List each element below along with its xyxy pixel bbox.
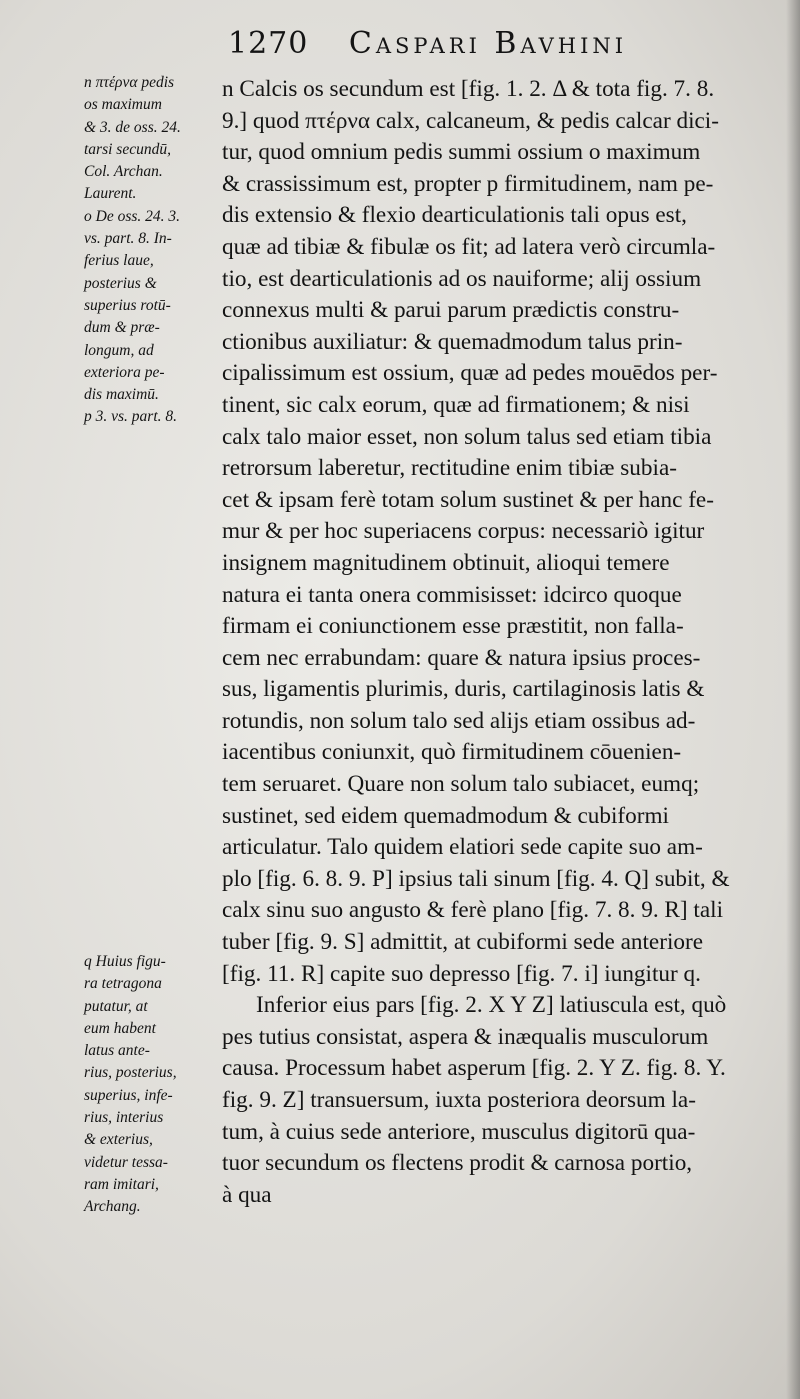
main-text-block bbox=[222, 74, 798, 1211]
marginal-note-line: tarsi secundū, bbox=[84, 140, 171, 158]
body-text-line: sus, ligamentis plurimis, duris, cartilaginosis latis & bbox=[222, 676, 705, 703]
body-text-line: tem seruaret. Quare non solum talo subiacet, eumq; bbox=[222, 771, 700, 798]
body-text-line: tuor secundum os flectens prodit & carnosa portio, bbox=[222, 1150, 693, 1177]
marginal-note-line: Laurent. bbox=[84, 185, 137, 203]
marginal-note-line: ram imitari, bbox=[84, 1175, 159, 1193]
page-number: 1270 bbox=[228, 26, 309, 61]
body-text-line: cem nec errabundam: quare & natura ipsius proces- bbox=[222, 644, 701, 671]
body-text-line: rotundis, non solum talo sed alijs etiam ossibus ad- bbox=[222, 707, 696, 734]
body-text-line: causa. Processum habet asperum [fig. 2. Y Z. fig. 8. Y. bbox=[222, 1055, 726, 1082]
body-text-line: 9.] quod πτέρνα calx, calcaneum, & pedis calcar dici- bbox=[222, 107, 719, 134]
body-text-line: retrorsum laberetur, rectitudine enim tibiæ subia- bbox=[222, 455, 677, 482]
body-text-line: sustinet, sed eidem quemadmodum & cubiformi bbox=[222, 802, 669, 829]
marginal-note-line: latus ante- bbox=[84, 1042, 150, 1060]
body-text-line: natura ei tanta onera commisisset: idcirco quoque bbox=[222, 581, 682, 608]
body-text-line: à qua bbox=[222, 1181, 272, 1208]
marginal-note-line: o De oss. 24. 3. bbox=[84, 207, 181, 225]
marginal-note-line: dis maximū. bbox=[84, 386, 159, 404]
marginal-note-line: q Huius figu- bbox=[84, 953, 166, 970]
body-text-line: tinent, sic calx eorum, quæ ad firmationem; & nisi bbox=[222, 391, 690, 418]
body-text-line: pes tutius consistat, aspera & inæqualis musculorum bbox=[222, 1023, 709, 1050]
marginal-note-line: rius, posterius, bbox=[84, 1064, 177, 1082]
body-text-line: tio, est dearticulationis ad os nauiforme; alij ossium bbox=[222, 265, 702, 292]
marginal-note-line: vs. part. 8. In- bbox=[84, 230, 172, 248]
body-text-line: connexus multi & parui parum prædictis constru- bbox=[222, 297, 680, 324]
marginal-note-line: superius, infe- bbox=[84, 1086, 173, 1104]
marginal-note-line: & exterius, bbox=[84, 1131, 153, 1149]
body-text-line: articulatur. Talo quidem elatiori sede capite suo am- bbox=[222, 834, 703, 861]
body-text-line: cipalissimum est ossium, quæ ad pedes mouēdos per- bbox=[222, 360, 718, 387]
marginal-note-line: dum & præ- bbox=[84, 319, 160, 337]
body-text-line: insignem magnitudinem obtinuit, alioqui temere bbox=[222, 549, 670, 576]
body-text-line: cet & ipsam ferè totam solum sustinet & per hanc fe- bbox=[222, 486, 714, 513]
body-text-line: Inferior eius pars [fig. 2. X Y Z] latiuscula est, quò bbox=[256, 992, 727, 1019]
marginal-note-line: ferius laue, bbox=[84, 252, 154, 270]
marginal-note-line: superius rotū- bbox=[84, 296, 171, 314]
marginal-note-line: eum habent bbox=[84, 1019, 156, 1037]
body-text-line: tuber [fig. 9. S] admittit, at cubiformi sede anteriore bbox=[222, 929, 703, 956]
marginal-notes-top bbox=[84, 72, 212, 429]
marginal-note-line: posterius & bbox=[84, 274, 157, 292]
body-text-line: tur, quod omnium pedis summi ossium o maximum bbox=[222, 139, 701, 166]
running-title: Caspari Bavhini bbox=[348, 26, 628, 61]
marginal-note-line: longum, ad bbox=[84, 341, 154, 359]
marginal-note-line: & 3. de oss. 24. bbox=[84, 118, 181, 136]
marginal-note-line: os maximum bbox=[84, 96, 162, 114]
body-text-line: calx talo maior esset, non solum talus sed etiam tibia bbox=[222, 423, 712, 450]
body-text-line: n Calcis os secundum est [fig. 1. 2. Δ & tota fig. 7. 8. bbox=[222, 76, 715, 102]
body-text-line: iacentibus coniunxit, quò firmitudinem cōuenien- bbox=[222, 739, 682, 766]
body-text-line: calx sinu suo angusto & ferè plano [fig. 7. 8. 9. R] tali bbox=[222, 897, 724, 924]
marginal-note-line: exteriora pe- bbox=[84, 363, 165, 381]
marginal-note-line: ra tetragona bbox=[84, 975, 162, 993]
marginal-note-line: rius, interius bbox=[84, 1109, 164, 1127]
body-text-line: fig. 9. Z] transuersum, iuxta posteriora deorsum la- bbox=[222, 1087, 696, 1113]
marginal-note-line: videtur tessa- bbox=[84, 1153, 168, 1171]
marginal-note-line: Archang. bbox=[84, 1198, 141, 1216]
body-text-line: dis extensio & flexio dearticulationis tali opus est, bbox=[222, 202, 687, 229]
body-text-line: firmam ei coniunctionem esse præstitit, non falla- bbox=[222, 613, 684, 640]
body-text-line: [fig. 11. R] capite suo depresso [fig. 7. i] iungitur q. bbox=[222, 960, 701, 987]
body-text-line: quæ ad tibiæ & fibulæ os fit; ad latera verò circumla- bbox=[222, 233, 716, 260]
body-text-line: tum, à cuius sede anteriore, musculus digitorū qua- bbox=[222, 1118, 696, 1145]
body-text-line: plo [fig. 6. 8. 9. P] ipsius tali sinum [fig. 4. Q] subit, & bbox=[222, 865, 730, 892]
body-text-line: & crassissimum est, propter p firmitudinem, nam pe- bbox=[222, 170, 714, 197]
body-text-line: ctionibus auxiliatur: & quemadmodum talus prin- bbox=[222, 328, 683, 355]
marginal-note-line: putatur, at bbox=[84, 997, 148, 1015]
marginal-notes-bottom bbox=[84, 951, 212, 1219]
marginal-note-line: p 3. vs. part. 8. bbox=[84, 408, 177, 426]
marginal-note-line: Col. Archan. bbox=[84, 163, 163, 181]
marginal-note-line: n πτέρνα pedis bbox=[84, 74, 175, 91]
body-text-line: mur & per hoc superiacens corpus: necessariò igitur bbox=[222, 518, 705, 545]
running-header bbox=[228, 26, 788, 66]
